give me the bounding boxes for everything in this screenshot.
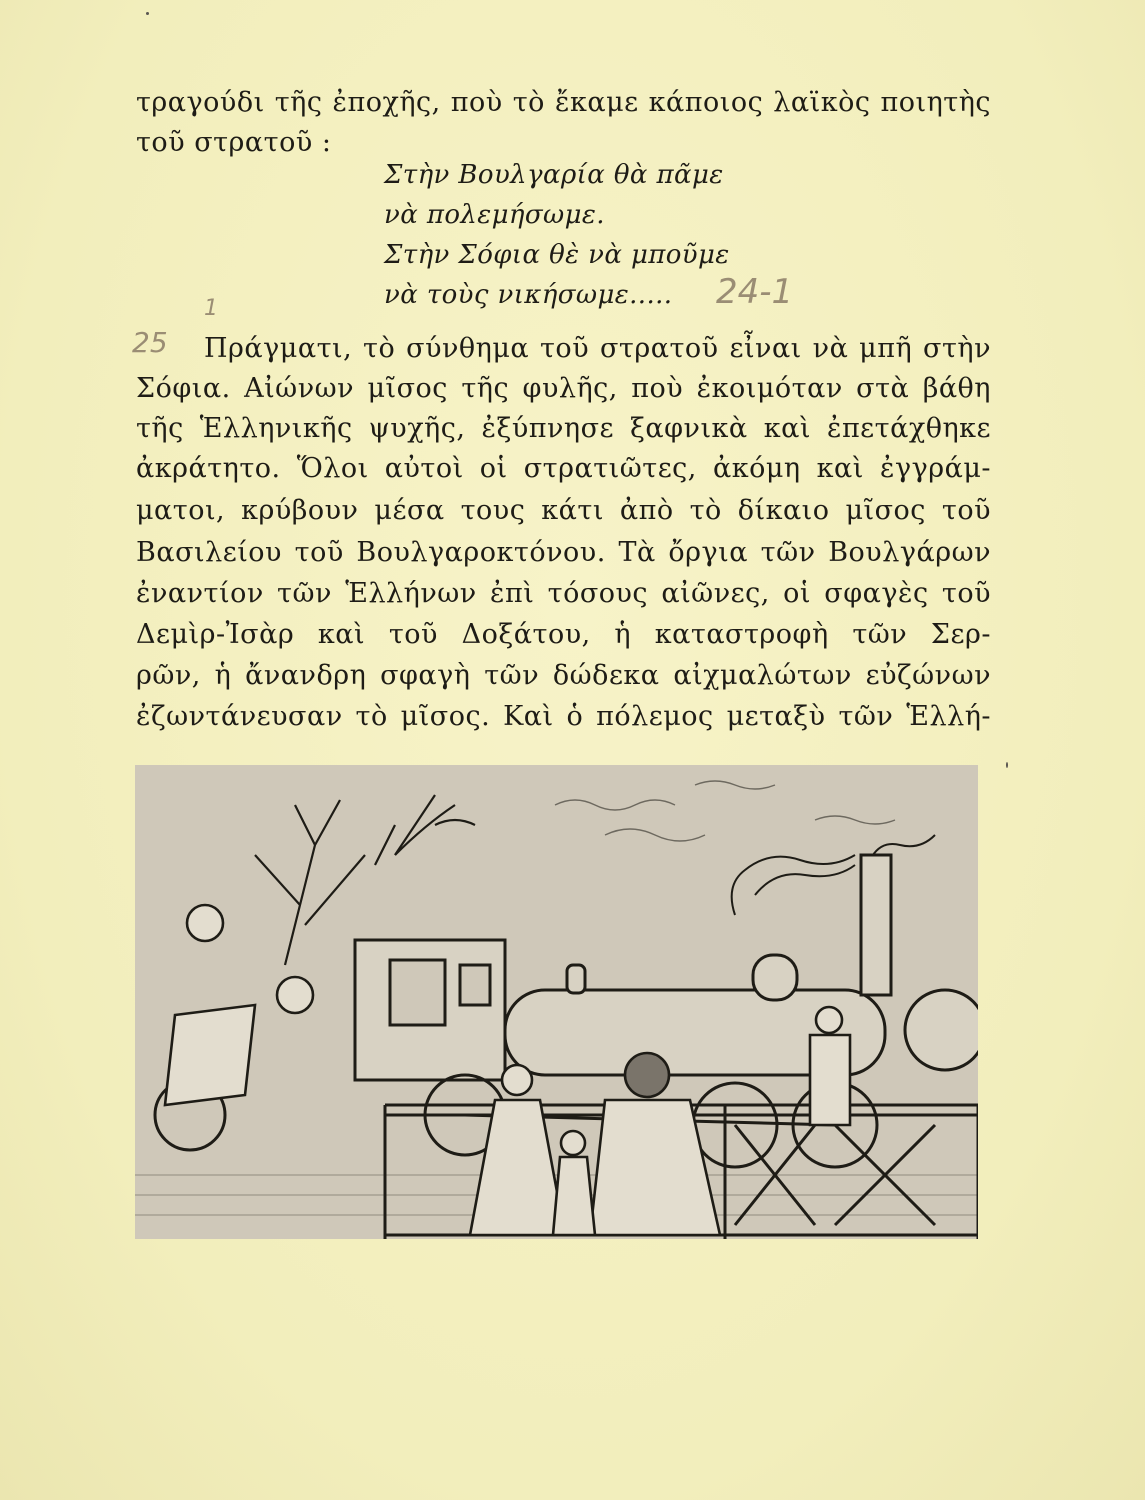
body-line-1: τραγούδι τῆς ἐποχῆς, ποὺ τὸ ἔκαμε κάποιος λαϊκὸς ποιητὴς <box>136 87 991 118</box>
body-line-9: ἐναντίον τῶν Ἑλλήνων ἐπὶ τόσους αἰῶνες, οἱ σφαγὲς τοῦ <box>136 578 991 609</box>
page-speck <box>146 12 149 15</box>
body-line-2: τοῦ στρατοῦ : <box>136 127 332 158</box>
page-speck <box>1006 762 1008 768</box>
body-line-7: ματοι, κρύβουν μέσα τους κάτι ἀπὸ τὸ δίκαιο μῖσος τοῦ <box>136 495 991 526</box>
verse-line-2: νὰ πολεμήσωμε. <box>384 200 605 230</box>
margin-note-top: 24-1 <box>716 272 794 312</box>
body-line-3: Πράγματι, τὸ σύνθημα τοῦ στρατοῦ εἶναι νὰ μπῆ στὴν <box>204 333 991 364</box>
body-line-6: ἀκράτητο. Ὅλοι αὐτοὶ οἱ στρατιῶτες, ἀκόμη καὶ ἐγγράμ- <box>136 453 991 484</box>
verse-line-3: Στὴν Σόφια θὲ νὰ μποῦμε <box>384 240 730 270</box>
locomotive-illustration <box>135 765 978 1239</box>
body-line-5: τῆς Ἑλληνικῆς ψυχῆς, ἐξύπνησε ξαφνικὰ καὶ ἐπετάχθηκε <box>136 413 991 444</box>
verse-line-1: Στὴν Βουλγαρία θὰ πᾶμε <box>384 160 724 190</box>
body-line-4: Σόφια. Αἰώνων μῖσος τῆς φυλῆς, ποὺ ἐκοιμόταν στὰ βάθη <box>136 373 991 404</box>
body-line-12: ἐζωντάνευσαν τὸ μῖσος. Καὶ ὁ πόλεμος μεταξὺ τῶν Ἑλλή- <box>136 701 991 732</box>
margin-note-left: 25 <box>132 326 168 359</box>
margin-note-number: 1 <box>204 296 218 321</box>
body-line-11: ρῶν, ἡ ἄνανδρη σφαγὴ τῶν δώδεκα αἰχμαλώτων εὐζώνων <box>136 660 991 691</box>
body-line-10: Δεμὶρ-Ἰσὰρ καὶ τοῦ Δοξάτου, ἡ καταστροφὴ τῶν Σερ- <box>136 619 991 650</box>
body-line-8: Βασιλείου τοῦ Βουλγαροκτόνου. Τὰ ὄργια τῶν Βουλγάρων <box>136 537 991 568</box>
locomotive-cab <box>355 940 505 1080</box>
verse-line-4: νὰ τοὺς νικήσωμε..... <box>384 280 673 310</box>
